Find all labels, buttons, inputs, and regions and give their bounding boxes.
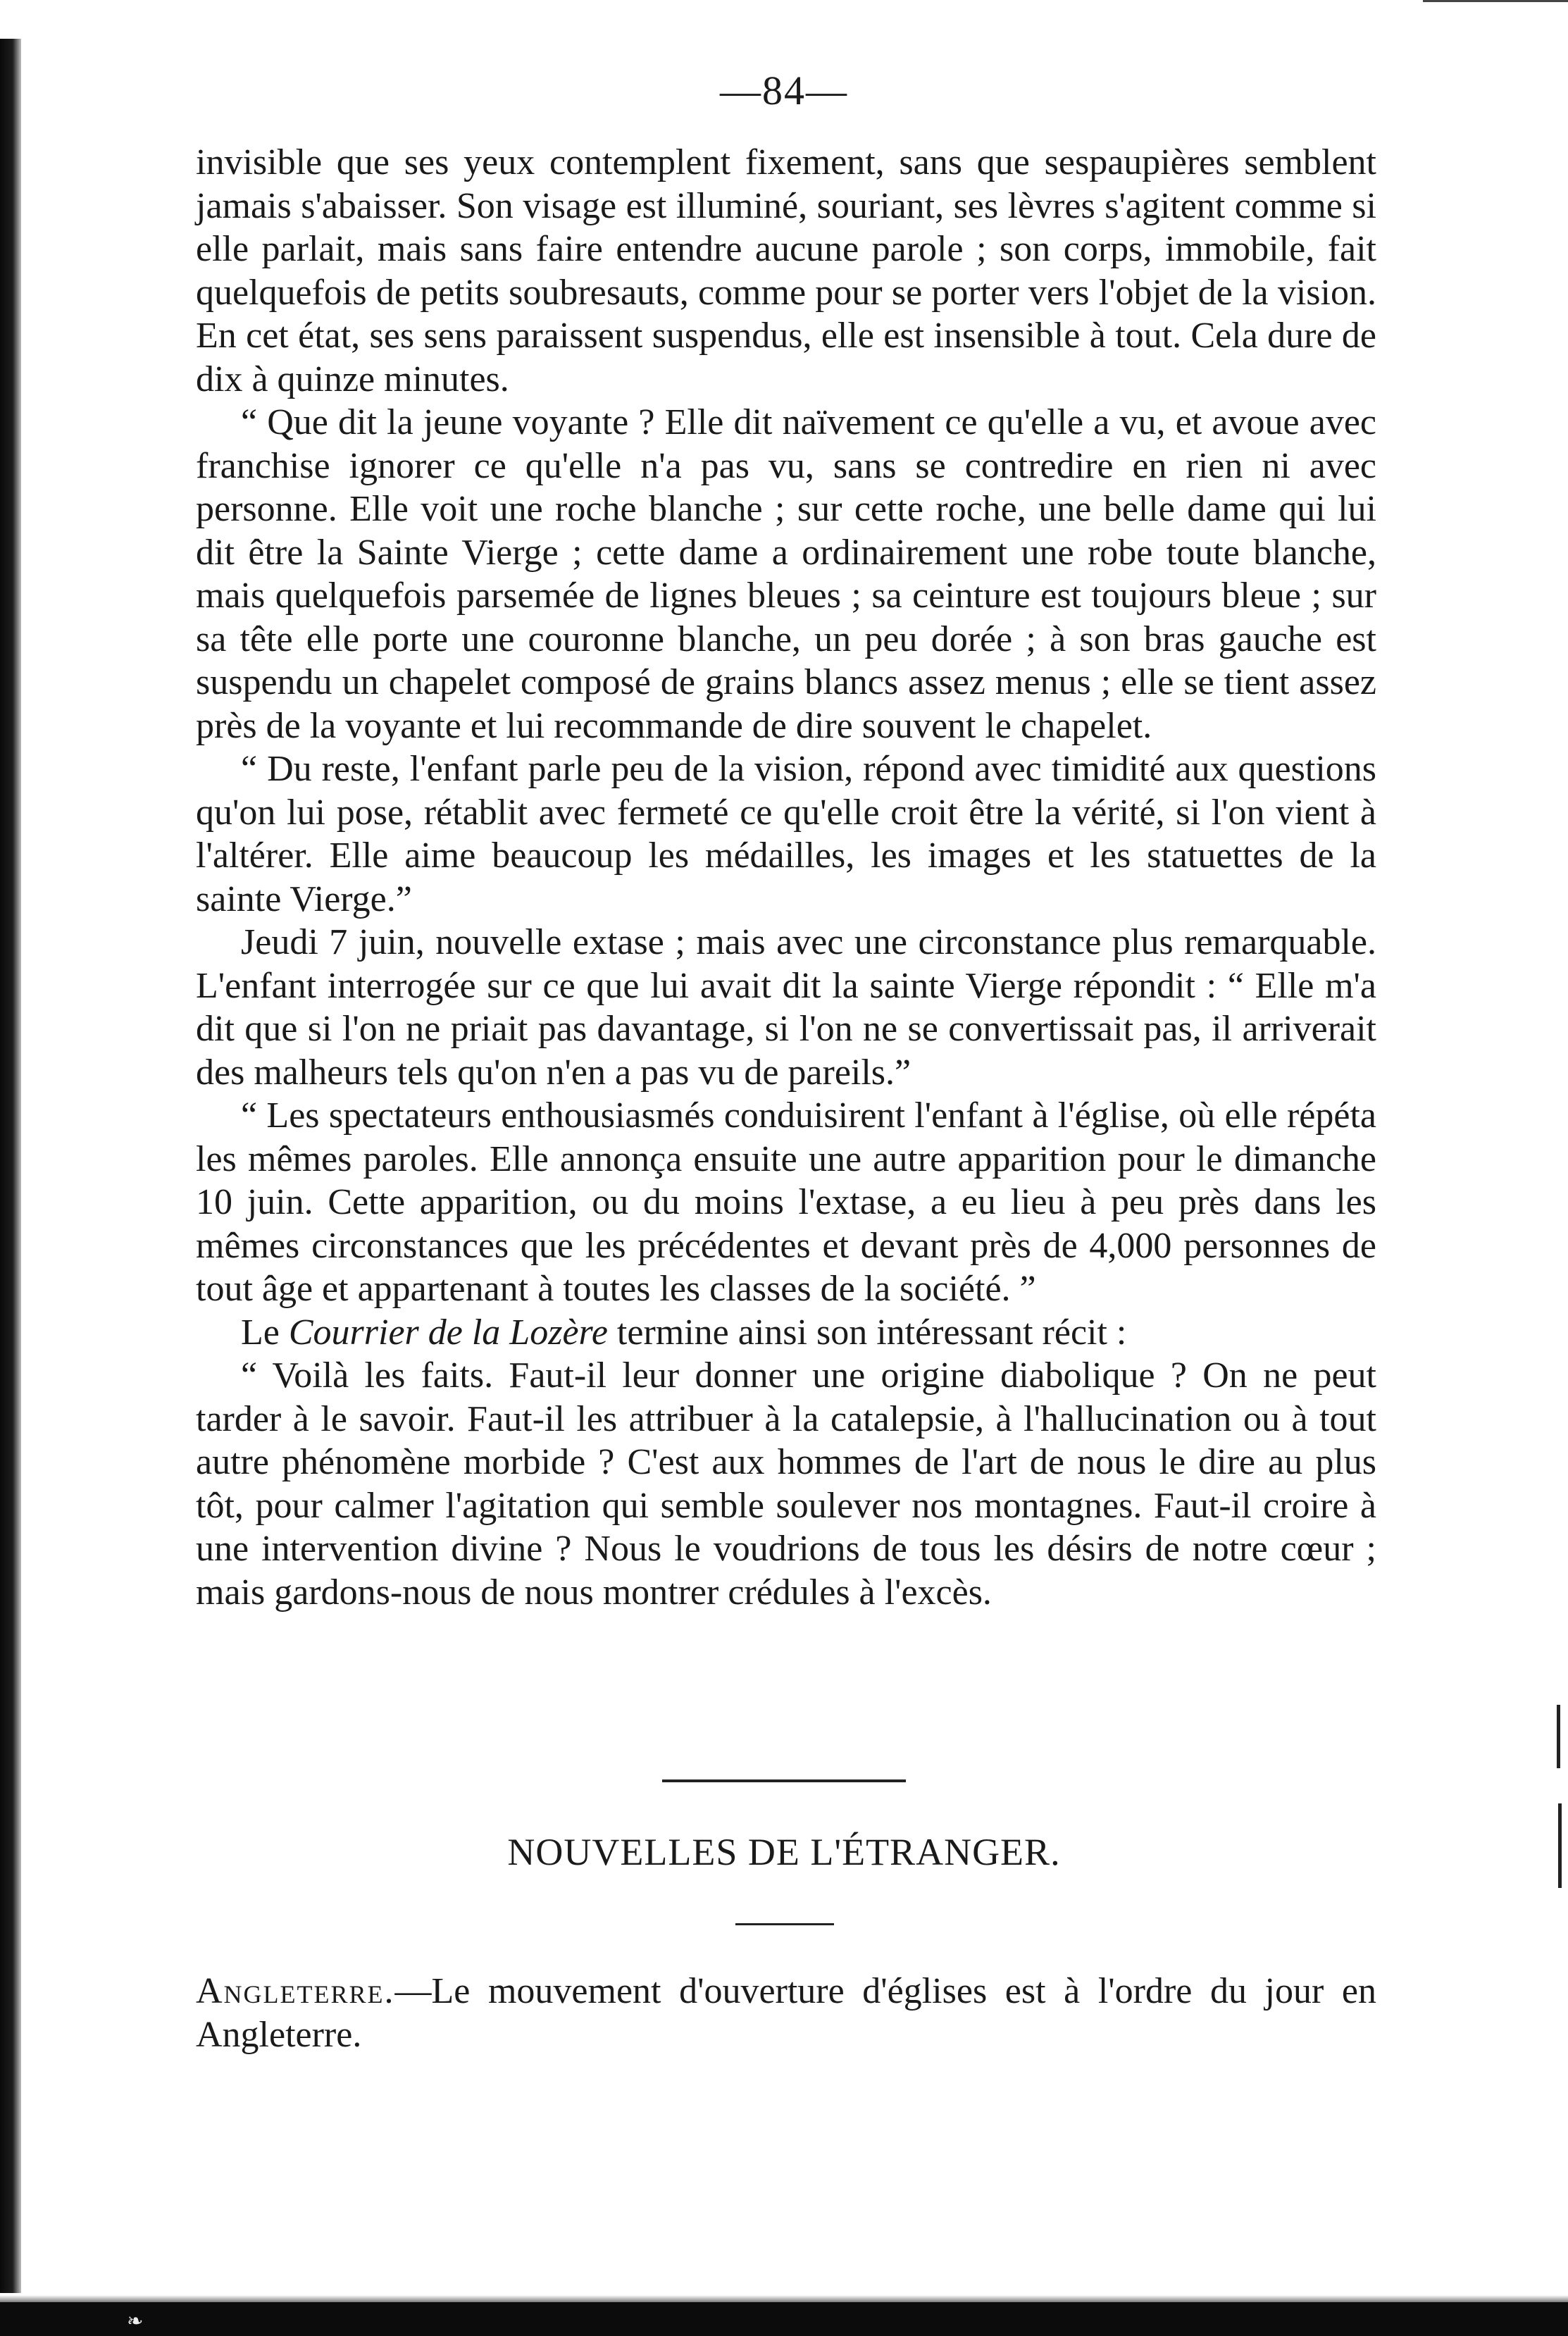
bottom-edge-fade	[0, 2295, 1568, 2302]
paragraph-3: “ Du reste, l'enfant parle peu de la vision, répond avec timidité aux questions qu'on lui pose, rétablit avec fermeté ce qu'elle croit être la vérité, si l'on vient à l'altérer. Elle aime beaucoup les médailles, les images et les statuettes de la sainte Vierge.”	[196, 749, 1376, 919]
country-label: Angleterre.	[196, 1971, 395, 2011]
closing-paragraph	[196, 1970, 1376, 2056]
scan-edge-mark	[1557, 1705, 1560, 1768]
section-divider	[662, 1779, 906, 1782]
paragraph-4: Jeudi 7 juin, nouvelle extase ; mais avec une circonstance plus remarquable. L'enfant interrogée sur ce que lui avait dit la sainte Vierge répondit : “ Elle m'a dit que si l'on ne priait pas davantage, si l'on ne se convertissait pas, il arriverait des malheurs tels qu'on n'en a pas vu de pareils.”	[196, 922, 1376, 1093]
newspaper-title: Courrier de la Lozère	[288, 1312, 608, 1353]
paragraph-5: “ Les spectateurs enthousiasmés conduisirent l'enfant à l'église, où elle répéta les mêmes paroles. Elle annonça ensuite une autre apparition pour le dimanche 10 juin. Cette apparition, ou du moins l'extase, a eu lieu à peu près dans les mêmes circonstances que les précédentes et devant près de 4,000 personnes de tout âge et appartenant à toutes les classes de la société. ”	[196, 1095, 1376, 1309]
scan-bottom-border	[0, 2302, 1568, 2336]
binding-shadow	[0, 39, 21, 2293]
scan-artifact-icon: ❧	[127, 2309, 144, 2332]
paragraph-6-lead: Le	[241, 1312, 289, 1353]
paragraph-6	[196, 1311, 1376, 1355]
paragraph-6-tail: termine ainsi son intéressant récit :	[607, 1312, 1127, 1353]
paragraph-1: invisible que ses yeux contemplent fixement, sans que sespaupières semblent jamais s'abaisser. Son visage est illuminé, souriant, ses lèvres s'agitent comme si elle parlait, mais sans faire entendre aucune parole ; son corps, immobile, fait quelquefois de petits soubresauts, comme pour se porter vers l'objet de la vision. En cet état, ses sens paraissent suspendus, elle est insensible à tout. Cela dure de dix à quinze minutes.	[196, 142, 1376, 399]
title-underline	[735, 1923, 834, 1925]
paragraph-2: “ Que dit la jeune voyante ? Elle dit naïvement ce qu'elle a vu, et avoue avec franchise ignorer ce qu'elle n'a pas vu, sans se contredire en rien ni avec personne. Elle voit une roche blanche ; sur cette roche, une belle dame qui lui dit être la Sainte Vierge ; cette dame a ordinairement une robe toute blanche, mais quelquefois parsemée de lignes bleues ; sa ceinture est toujours bleue ; sur sa tête elle porte une couronne blanche, un peu dorée ; à son bras gauche est suspendu un chapelet composé de grains blancs assez menus ; elle se tient assez près de la voyante et lui recommande de dire souvent le chapelet.	[196, 402, 1376, 746]
section-title: NOUVELLES DE L'ÉTRANGER.	[507, 1831, 1061, 1873]
paragraph-7: “ Voilà les faits. Faut-il leur donner une origine diabolique ? On ne peut tarder à le savoir. Faut-il les attribuer à la catalepsie, à l'hallucination ou à tout autre phénomène morbide ? C'est aux hommes de l'art de nous le dire au plus tôt, pour calmer l'agitation qui semble soulever nos montagnes. Faut-il croire à une intervention divine ? Nous le voudrions de tous les désirs de notre cœur ; mais gardons-nous de nous montrer crédules à l'excès.	[196, 1355, 1376, 1613]
top-edge-rule	[1423, 0, 1568, 2]
page-number: —84—	[720, 68, 848, 113]
closing-text: —Le mouvement d'ouverture d'églises est à l'ordre du jour en Angleterre.	[196, 1971, 1376, 2055]
article-body	[196, 141, 1376, 1614]
